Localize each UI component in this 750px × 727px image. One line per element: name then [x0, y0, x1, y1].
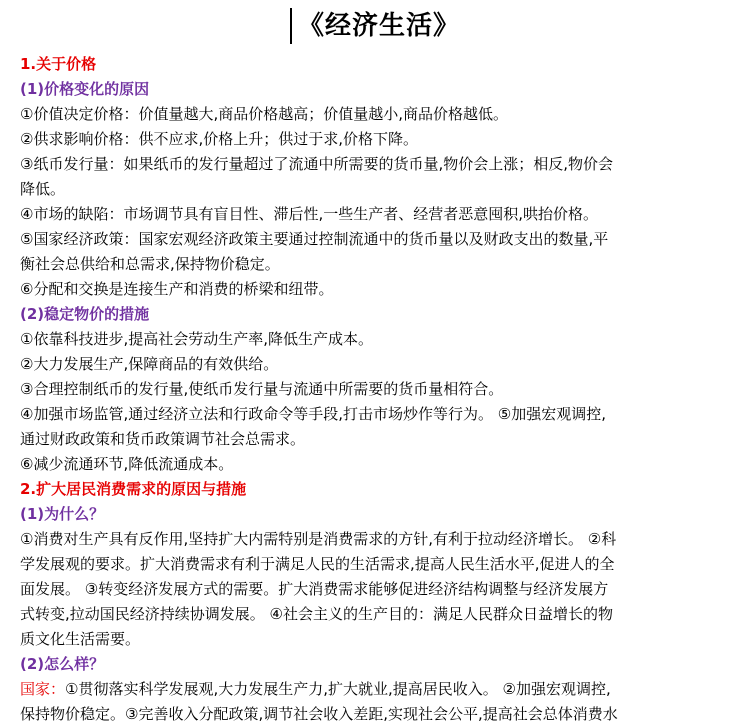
line-text: 2.扩大居民消费需求的原因与措施 — [20, 480, 247, 498]
body-line — [20, 702, 688, 727]
line-text: 式转变,拉动国民经济持续协调发展。 ④社会主义的生产目的：满足人民群众日益增长的物 — [20, 605, 613, 623]
line-text: ⑤国家经济政策：国家宏观经济政策主要通过控制流通中的货币量以及财政支出的数量,平 — [20, 230, 609, 248]
line-text: 面发展。 ③转变经济发展方式的需要。扩大消费需求能够促进经济结构调整与经济发展方 — [20, 580, 609, 598]
line-text: ①价值决定价格：价值量越大,商品价格越高；价值量越小,商品价格越低。 — [20, 105, 508, 123]
body-line — [20, 527, 688, 552]
line-text: ④市场的缺陷：市场调节具有盲目性、滞后性,一些生产者、经营者恶意囤积,哄抬价格。 — [20, 205, 598, 223]
line-text: (1)为什么？ — [20, 505, 105, 523]
document-body — [20, 52, 688, 727]
line-text: 衡社会总供给和总需求,保持物价稳定。 — [20, 255, 280, 273]
body-line — [20, 152, 688, 177]
body-line — [20, 577, 688, 602]
line-text: ②大力发展生产,保障商品的有效供给。 — [20, 355, 279, 373]
line-text: ③纸币发行量：如果纸币的发行量超过了流通中所需要的货币量,物价会上涨；相反,物价会 — [20, 155, 613, 173]
subsection-heading — [20, 77, 688, 102]
body-line — [20, 627, 688, 652]
body-line — [20, 602, 688, 627]
line-text: 通过财政政策和货币政策调节社会总需求。 — [20, 430, 306, 448]
body-line — [20, 427, 688, 452]
line-text: ①消费对生产具有反作用,坚持扩大内需特别是消费需求的方针,有利于拉动经济增长。 ②科 — [20, 530, 617, 548]
section-heading — [20, 52, 688, 77]
body-line — [20, 327, 688, 352]
body-line — [20, 177, 688, 202]
line-text: ②供求影响价格：供不应求,价格上升；供过于求,价格下降。 — [20, 130, 418, 148]
body-line — [20, 552, 688, 577]
section-heading — [20, 477, 688, 502]
line-text: 1.关于价格 — [20, 55, 97, 73]
line-text: 学发展观的要求。扩大消费需求有利于满足人民的生活需求,提高人民生活水平,促进人的全 — [20, 555, 615, 573]
line-text: 质文化生活需要。 — [20, 630, 141, 648]
document-title: 《经济生活》 — [290, 8, 460, 44]
line-text: ⑥分配和交换是连接生产和消费的桥梁和纽带。 — [20, 280, 334, 298]
title-container — [0, 8, 750, 44]
line-text: ①贯彻落实科学发展观,大力发展生产力,扩大就业,提高居民收入。 ②加强宏观调控, — [65, 680, 611, 698]
line-text: (1)价格变化的原因 — [20, 80, 150, 98]
line-prefix-label: 国家： — [20, 680, 66, 698]
body-line — [20, 377, 688, 402]
body-line — [20, 202, 688, 227]
line-text: 降低。 — [20, 180, 66, 198]
body-line — [20, 127, 688, 152]
body-line — [20, 677, 688, 702]
line-text: (2)怎么样？ — [20, 655, 105, 673]
line-text: (2)稳定物价的措施 — [20, 305, 150, 323]
subsection-heading — [20, 302, 688, 327]
body-line — [20, 252, 688, 277]
body-line — [20, 402, 688, 427]
body-line — [20, 227, 688, 252]
line-text: ④加强市场监管,通过经济立法和行政命令等手段,打击市场炒作等行为。 ⑤加强宏观调控, — [20, 405, 606, 423]
body-line — [20, 452, 688, 477]
line-text: ①依靠科技进步,提高社会劳动生产率,降低生产成本。 — [20, 330, 373, 348]
line-text: ⑥减少流通环节,降低流通成本。 — [20, 455, 234, 473]
line-text: 保持物价稳定。③完善收入分配政策,调节社会收入差距,实现社会公平,提高社会总体消费水 — [20, 705, 618, 723]
subsection-heading — [20, 652, 688, 677]
subsection-heading — [20, 502, 688, 527]
body-line — [20, 277, 688, 302]
line-text: ③合理控制纸币的发行量,使纸币发行量与流通中所需要的货币量相符合。 — [20, 380, 504, 398]
body-line — [20, 352, 688, 377]
body-line — [20, 102, 688, 127]
